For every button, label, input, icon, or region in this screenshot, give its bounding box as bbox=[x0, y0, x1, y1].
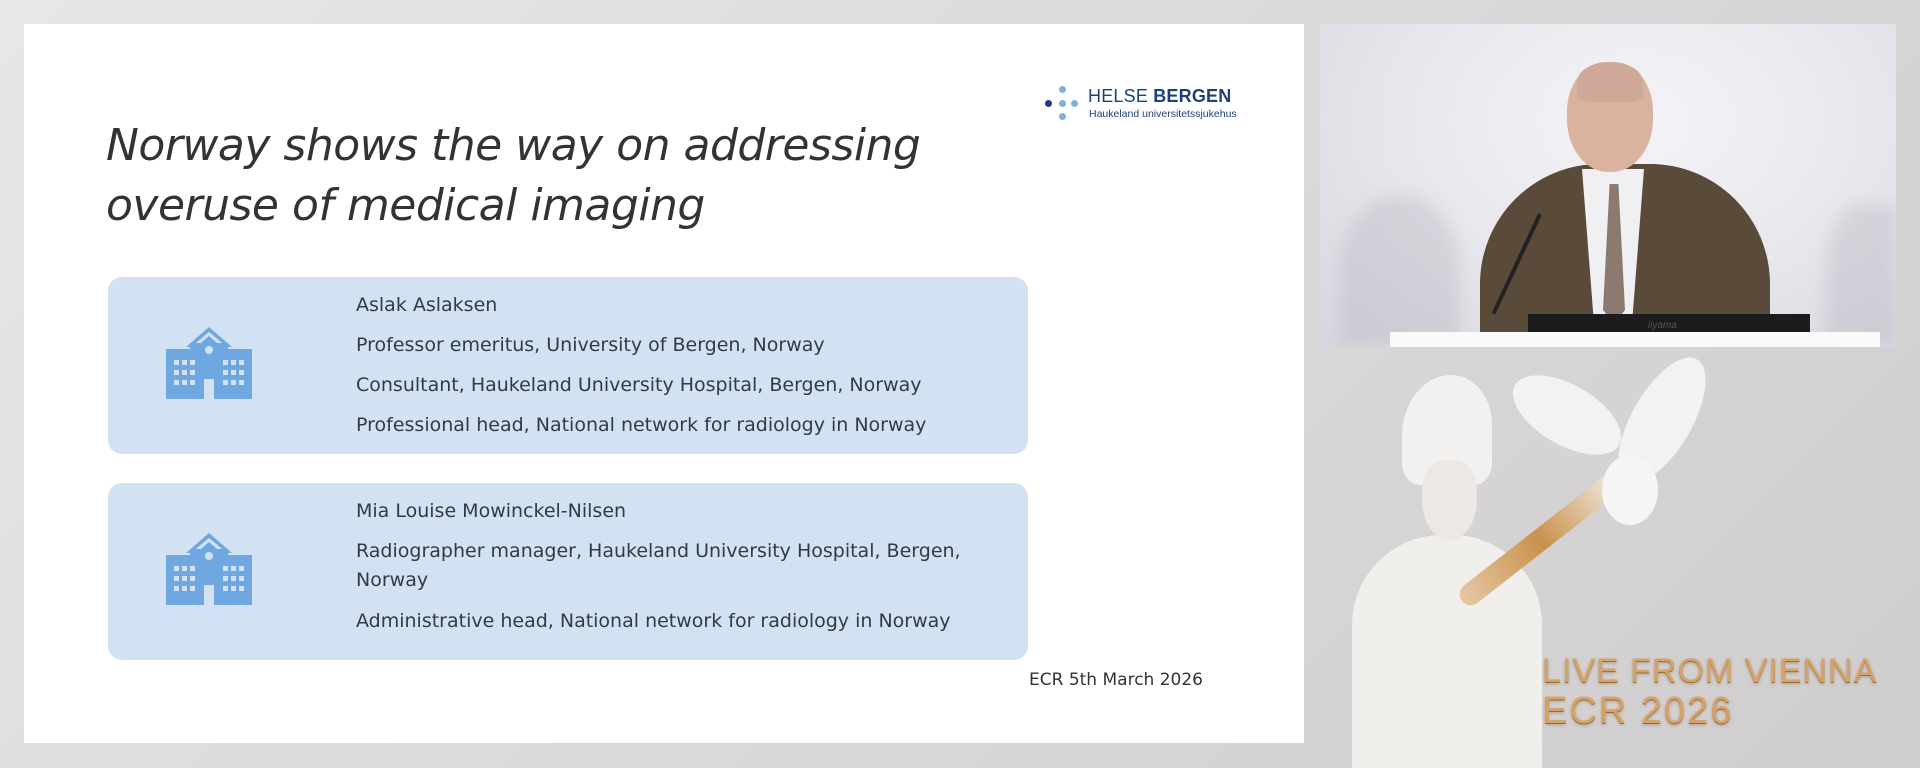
author-card-2 bbox=[108, 483, 1028, 660]
event-branding bbox=[1312, 350, 1920, 768]
helse-bergen-logo bbox=[1044, 84, 1254, 124]
podium bbox=[1390, 332, 1880, 347]
author-details-1 bbox=[356, 291, 996, 451]
author-affiliation: Professor emeritus, University of Bergen, Norway bbox=[356, 334, 825, 356]
logo-name-light: HELSE bbox=[1088, 86, 1154, 106]
hospital-icon bbox=[166, 327, 252, 399]
logo-subtitle: Haukeland universitetssjukehus bbox=[1089, 108, 1237, 120]
author-name: Mia Louise Mowinckel-Nilsen bbox=[356, 500, 627, 522]
promo-ecr-2026: ECR 2026 bbox=[1542, 690, 1734, 732]
wall-shadow bbox=[1340, 194, 1460, 344]
presentation-slide bbox=[24, 24, 1304, 743]
author-affiliation: Administrative head, National network for radiology in Norway bbox=[356, 610, 951, 632]
wall-shadow bbox=[1826, 204, 1896, 344]
speaker-head bbox=[1567, 62, 1653, 172]
logo-dots-icon bbox=[1044, 86, 1080, 122]
author-details-2 bbox=[356, 497, 996, 647]
slide-footer-date: ECR 5th March 2026 bbox=[1029, 670, 1203, 690]
slide-title bbox=[106, 116, 1006, 236]
slide-title-line-2: overuse of medical imaging bbox=[106, 180, 705, 231]
speaker-video bbox=[1320, 24, 1896, 347]
logo-name bbox=[1088, 86, 1231, 107]
hospital-icon bbox=[166, 533, 252, 605]
owl-wing bbox=[1500, 359, 1634, 471]
monitor-brand: iiyama bbox=[1648, 320, 1677, 331]
owl-icon bbox=[1602, 455, 1658, 525]
author-affiliation: Radiographer manager, Haukeland University Hospital, Bergen, Norway bbox=[356, 540, 961, 591]
author-name: Aslak Aslaksen bbox=[356, 294, 498, 316]
slide-title-line-1: Norway shows the way on addressing bbox=[106, 120, 921, 171]
author-affiliation: Consultant, Haukeland University Hospital, Bergen, Norway bbox=[356, 374, 922, 396]
statue-face bbox=[1422, 460, 1477, 540]
promo-live-from-vienna: LIVE FROM VIENNA bbox=[1542, 652, 1878, 690]
author-affiliation: Professional head, National network for radiology in Norway bbox=[356, 414, 927, 436]
author-card-1 bbox=[108, 277, 1028, 454]
logo-name-bold: BERGEN bbox=[1153, 86, 1232, 106]
